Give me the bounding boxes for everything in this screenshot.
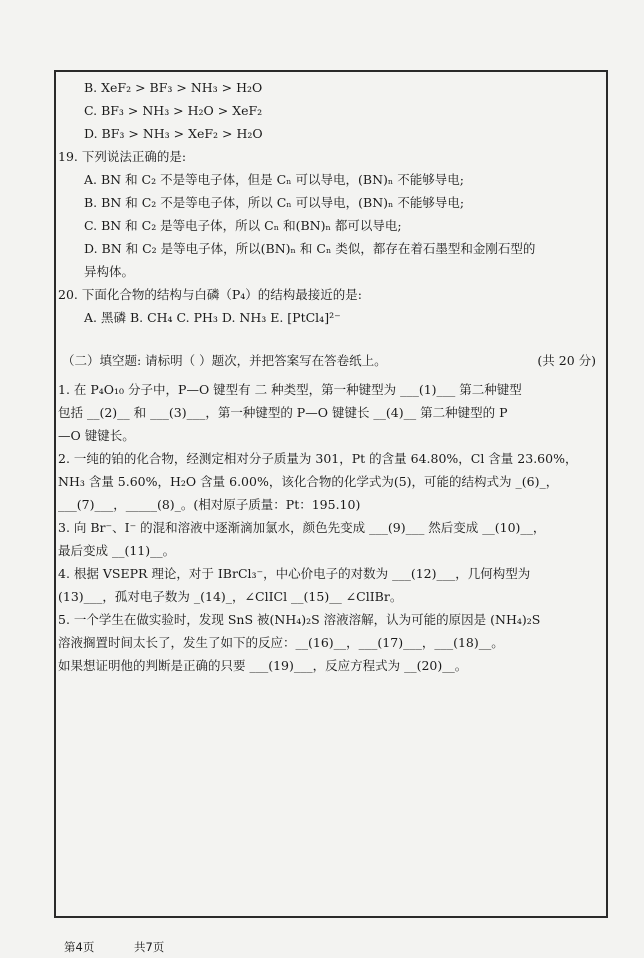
- fill-line: (13)___，孤对电子数为 _(14)_，∠ClICl __(15)__ ∠ClIBr。: [58, 589, 403, 604]
- q19-option-c: C. BN 和 C₂ 是等电子体，所以 Cₙ 和(BN)ₙ 都可以导电;: [84, 218, 402, 233]
- fill-line: ___(7)___，_____(8)_。(相对原子质量：Pt：195.10): [58, 497, 361, 512]
- fill-line: 5. 一个学生在做实验时，发现 SnS 被(NH₄)₂S 溶液溶解，认为可能的原因是 (NH₄)₂S: [58, 612, 541, 627]
- page-number: 第4页: [64, 940, 95, 954]
- section-header: [58, 349, 604, 372]
- q19-stem: 19. 下列说法正确的是:: [58, 149, 187, 164]
- q19-option-a: A. BN 和 C₂ 不是等电子体，但是 Cₙ 可以导电，(BN)ₙ 不能够导电;: [84, 172, 464, 187]
- fill-line: 包括 __(2)__ 和 ___(3)___，第一种键型的 P—O 键键长 __(4)__ 第二种键型的 P: [58, 405, 508, 420]
- fill-line: 3. 向 Br⁻、I⁻ 的混和溶液中逐渐滴加氯水，颜色先变成 ___(9)___ 然后变成 __(10)__，: [58, 520, 546, 535]
- fill-line: —O 键键长。: [58, 428, 135, 443]
- fill-line: 1. 在 P₄O₁₀ 分子中，P—O 键型有 二 种类型，第一种键型为 ___(1)___ 第二种键型: [58, 382, 522, 397]
- page-footer: [64, 939, 200, 955]
- exam-content: [58, 76, 604, 677]
- q20-options: A. 黑磷 B. CH₄ C. PH₃ D. NH₃ E. [PtCl₄]²⁻: [84, 310, 341, 325]
- q18-option-c: C. BF₃ > NH₃ > H₂O > XeF₂: [84, 103, 263, 118]
- q18-option-b: B. XeF₂ > BF₃ > NH₃ > H₂O: [84, 80, 263, 95]
- q20-stem: 20. 下面化合物的结构与白磷（P₄）的结构最接近的是:: [58, 287, 362, 302]
- page-total: 共7页: [133, 940, 165, 954]
- q18-option-d: D. BF₃ > NH₃ > XeF₂ > H₂O: [84, 126, 263, 141]
- section-points: (共 20 分): [537, 353, 596, 368]
- q19-option-d: D. BN 和 C₂ 是等电子体，所以(BN)ₙ 和 Cₙ 类似，都存在着石墨型和金刚石型的: [84, 241, 536, 256]
- section-heading: （二）填空题: 请标明（ ）题次，并把答案写在答卷纸上。: [62, 353, 387, 368]
- fill-line: 最后变成 __(11)__。: [58, 543, 176, 558]
- fill-line: 溶液搁置时间太长了，发生了如下的反应：__(16)__，___(17)___，___(18)__。: [58, 635, 504, 650]
- fill-line: 如果想证明他的判断是正确的只要 ___(19)___，反应方程式为 __(20)__。: [58, 658, 468, 673]
- q19-option-d-cont: 异构体。: [84, 264, 135, 279]
- fill-line: 2. 一纯的铂的化合物，经测定相对分子质量为 301，Pt 的含量 64.80%，Cl 含量 23.60%，: [58, 451, 578, 466]
- fill-line: 4. 根据 VSEPR 理论，对于 IBrCl₃⁻，中心价电子的对数为 ___(12)___，几何构型为: [58, 566, 531, 581]
- q19-option-b: B. BN 和 C₂ 不是等电子体，所以 Cₙ 可以导电，(BN)ₙ 不能够导电;: [84, 195, 465, 210]
- fill-line: NH₃ 含量 5.60%，H₂O 含量 6.00%，该化合物的化学式为(5)，可能的结构式为 _(6)_，: [58, 474, 559, 489]
